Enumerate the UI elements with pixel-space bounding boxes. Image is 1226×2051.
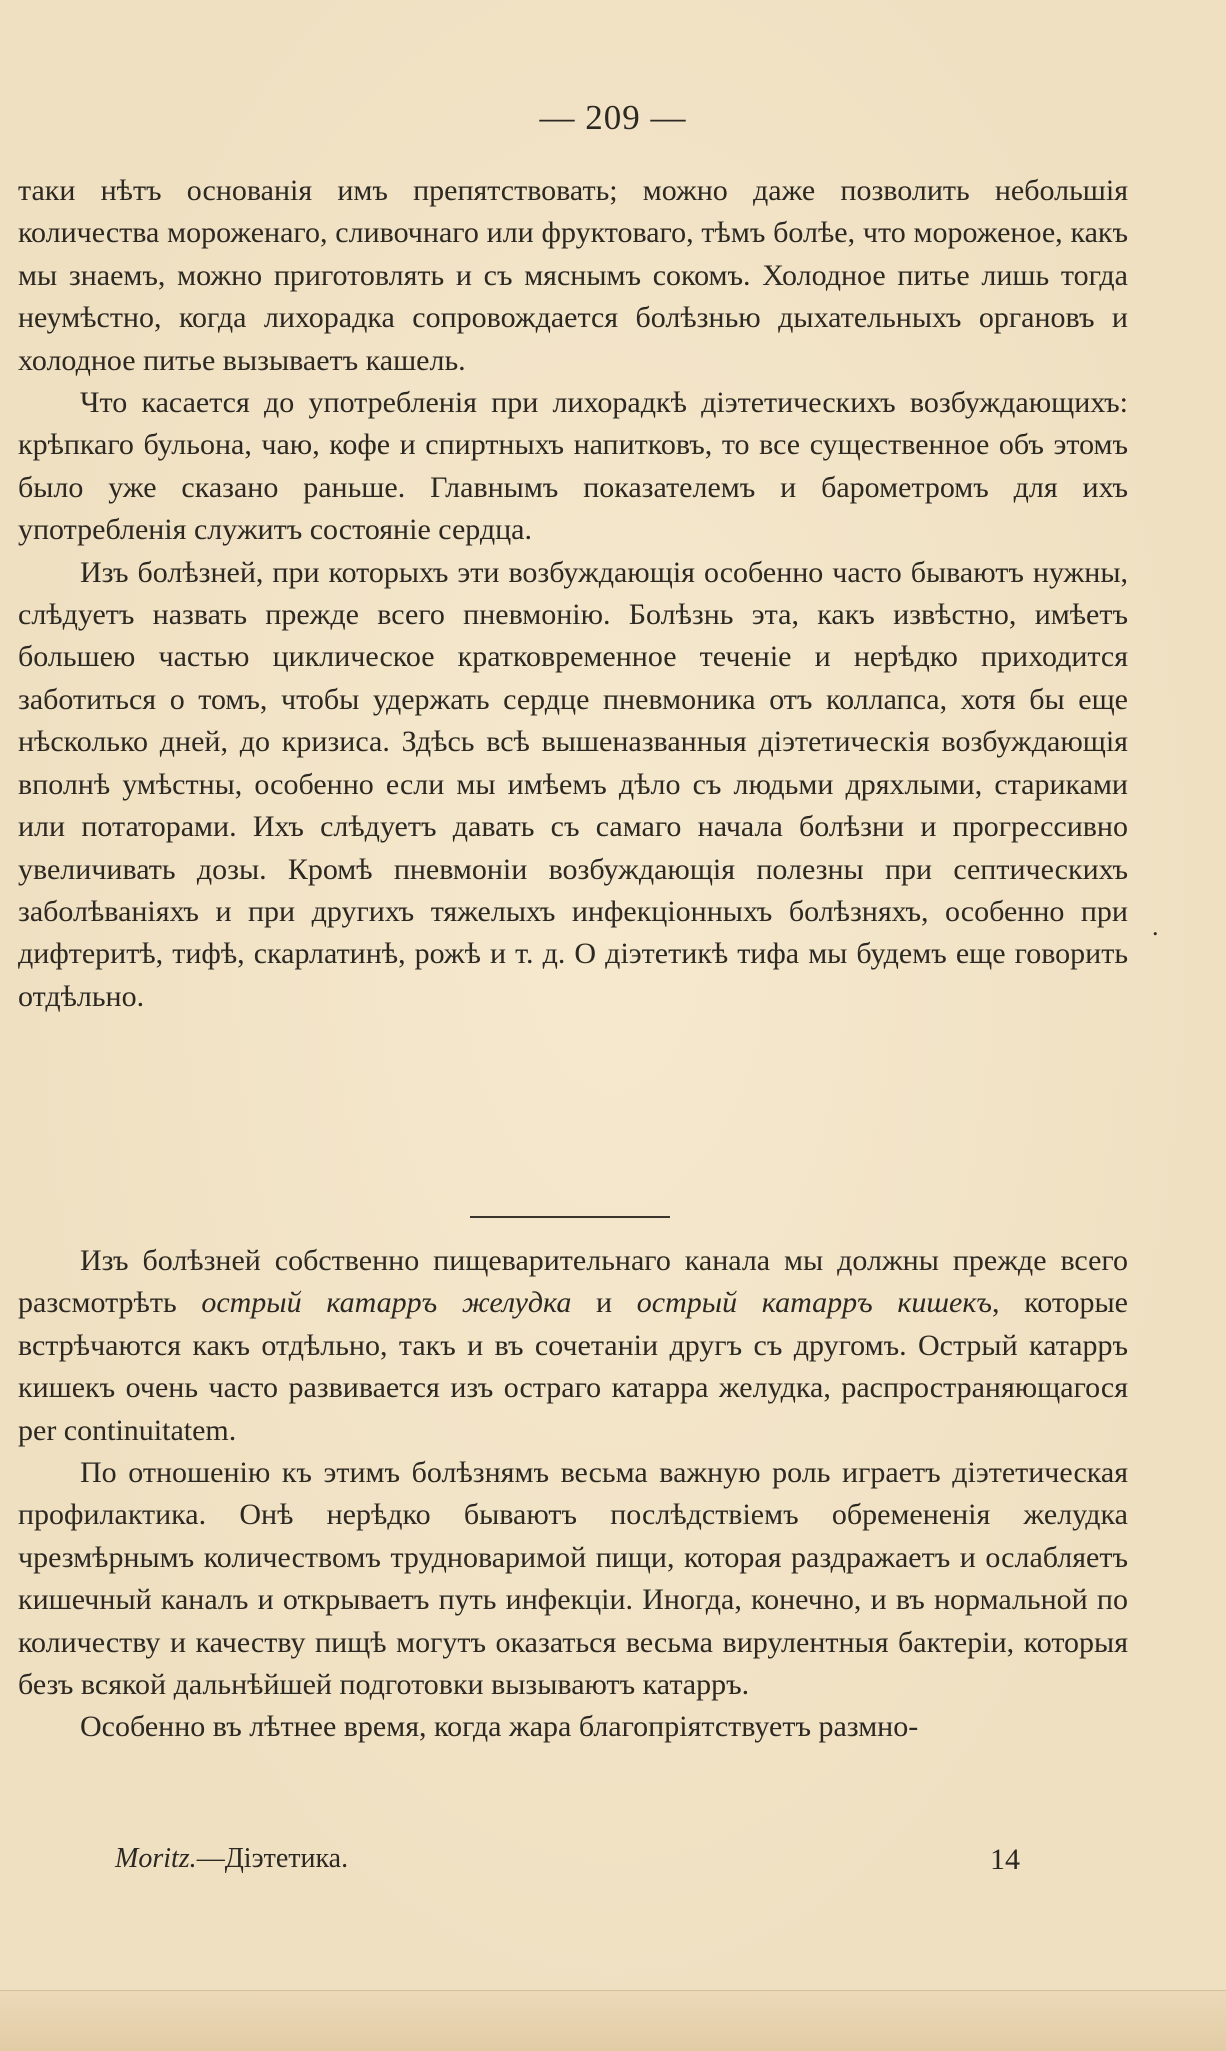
text-run: и [571,1286,637,1320]
paragraph: По отношенію къ этимъ болѣзнямъ весьма важную роль играетъ діэтетическая профилактика. Онѣ нерѣдко бываютъ послѣдствіемъ обремененія желудка чрезмѣрнымъ количествомъ трудноваримой пищи, которая раздражаетъ и ослабляетъ кишечный каналъ и открываетъ путь инфекціи. Иногда, конечно, и въ нормальной по количеству и качеству пищѣ могутъ оказаться весьма вирулентныя бактеріи, которыя безъ всякой дальнѣйшей подготовки вызываютъ катарръ. [18,1456,1128,1702]
footer-author: Moritz. [115,1843,197,1874]
page-number: — 209 — [539,98,687,137]
paragraph: Особенно въ лѣтнее время, когда жара благопріятствуетъ размно- [80,1710,919,1744]
footer-signature-line [115,1843,348,1875]
emphasis-intestinal-catarrh: острый катарръ кишекъ [636,1286,992,1320]
text-section-fever [18,170,1128,1018]
text-run: , которые встрѣчаются какъ отдѣльно, такъ и въ сочетаніи другъ съ другомъ. Острый катарръ кишекъ очень часто развивается изъ остраго катарра желудка, распространяющагося per continuitatem. [18,1286,1129,1447]
emphasis-gastric-catarrh: острый катарръ желудка [201,1286,572,1320]
footer-title: —Діэтетика. [196,1843,349,1874]
paragraph: Изъ болѣзней, при которыхъ эти возбуждающія особенно часто бываютъ нужны, слѣдуетъ назвать прежде всего пневмонію. Болѣзнь эта, какъ извѣстно, имѣетъ большею частью циклическое кратковременное теченіе и нерѣдко приходится заботиться о томъ, чтобы удержать сердце пневмоника отъ коллапса, хотя бы еще нѣсколько дней, до кризиса. Здѣсь всѣ вышеназванныя діэтетическія возбуждающія вполнѣ умѣстны, особенно если мы имѣемъ дѣло съ людьми дряхлыми, стариками или потаторами. Ихъ слѣдуетъ давать съ самаго начала болѣзни и прогрессивно увеличивать дозы. Кромѣ пневмоніи возбуждающія полезны при септическихъ заболѣваніяхъ и при другихъ тяжелыхъ инфекціонныхъ болѣзняхъ, особенно при дифтеритѣ, тифѣ, скарлатинѣ, рожѣ и т. д. О діэтетикѣ тифа мы будемъ еще говорить отдѣльно. [18,555,1128,1013]
text-section-digestive [18,1240,1128,1749]
paragraph: Что касается до употребленія при лихорадкѣ діэтетическихъ возбуждающихъ: крѣпкаго бульона, чаю, кофе и спиртныхъ напитковъ, то все существенное объ этомъ было уже сказано раньше. Главнымъ показателемъ и барометромъ для ихъ употребленія служитъ состояніе сердца. [18,386,1128,547]
paragraph: таки нѣтъ основанія имъ препятствовать; можно даже позволить небольшія количества мороженаго, сливочнаго или фруктоваго, тѣмъ болѣе, что мороженое, какъ мы знаемъ, можно приготовлять и съ мяснымъ сокомъ. Холодное питье лишь тогда неумѣстно, когда лихорадка сопровождается болѣзнью дыхательныхъ органовъ и холодное питье вызываетъ кашель. [18,174,1128,377]
stray-mark: . [1152,912,1159,941]
section-divider [470,1216,670,1218]
paragraph [18,1240,1128,1452]
page-bottom-edge [0,1990,1226,2051]
text-run: Изъ болѣзней собственно пищеварительнаго канала мы должны прежде всего разсмотрѣть [18,1244,1128,1320]
footer-signature-number: 14 [990,1843,1020,1876]
